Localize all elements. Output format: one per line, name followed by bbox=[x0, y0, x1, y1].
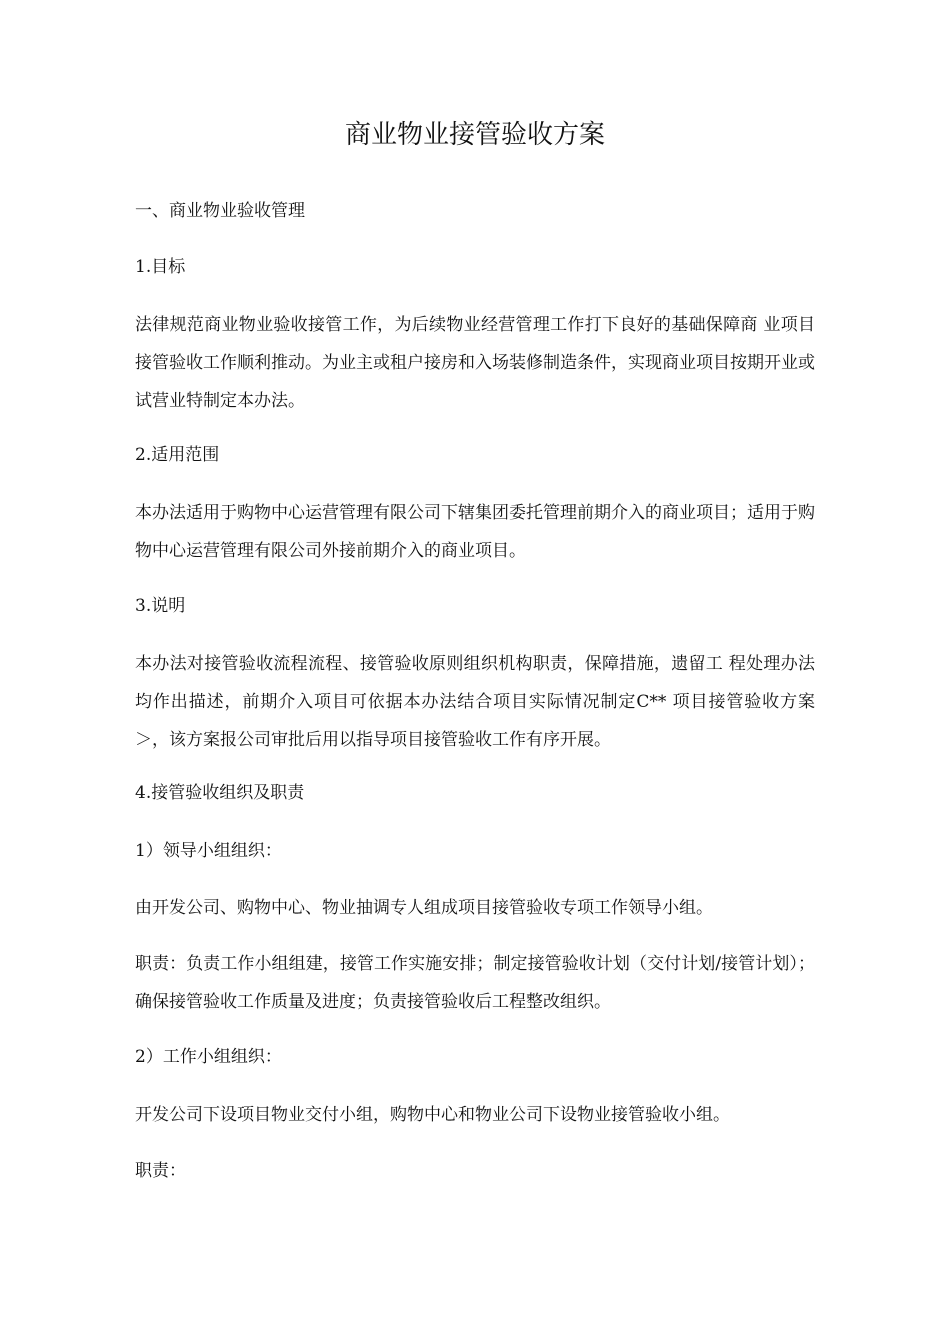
scope-heading: 2.适用范围 bbox=[135, 445, 220, 465]
work-group-heading: 2）工作小组组织： bbox=[135, 1047, 282, 1067]
leader-duty-paragraph: 职责：负责工作小组组建，接管工作实施安排；制定接管验收计划（交付计划/接管计划）；确保接管验收工作质量及进度；负责接管验收后工程整改组织。 bbox=[135, 954, 815, 1012]
section-heading: 一、商业物业验收管理 bbox=[135, 201, 305, 221]
leader-group-paragraph: 由开发公司、购物中心、物业抽调专人组成项目接管验收专项工作领导小组。 bbox=[135, 898, 713, 918]
scope-paragraph: 本办法适用于购物中心运营管理有限公司下辖集团委托管理前期介入的商业项目；适用于购物中心运营管理有限公司外接前期介入的商业项目。 bbox=[135, 503, 815, 561]
note-paragraph: 本办法对接管验收流程流程、接管验收原则组织机构职责，保障措施，遗留工 程处理办法均作出描述，前期介入项目可依据本办法结合项目实际情况制定C** 项目接管验收方案＞，该方案报公司审批后用以指导项目接管验收工作有序开展。 bbox=[135, 654, 815, 750]
document-title: 商业物业接管验收方案 bbox=[344, 120, 605, 150]
organization-heading: 4.接管验收组织及职责 bbox=[135, 783, 305, 803]
leader-group-heading: 1）领导小组组织： bbox=[135, 841, 282, 861]
goal-heading: 1.目标 bbox=[135, 257, 186, 277]
goal-paragraph: 法律规范商业物业验收接管工作，为后续物业经营管理工作打下良好的基础保障商 业项目接管验收工作顺利推动。为业主或租户接房和入场装修制造条件，实现商业项目按期开业或试营业特制定本办法。 bbox=[135, 315, 815, 411]
work-group-paragraph: 开发公司下设项目物业交付小组，购物中心和物业公司下设物业接管验收小组。 bbox=[135, 1105, 730, 1125]
work-duty-label: 职责： bbox=[135, 1161, 186, 1181]
note-heading: 3.说明 bbox=[135, 596, 186, 616]
